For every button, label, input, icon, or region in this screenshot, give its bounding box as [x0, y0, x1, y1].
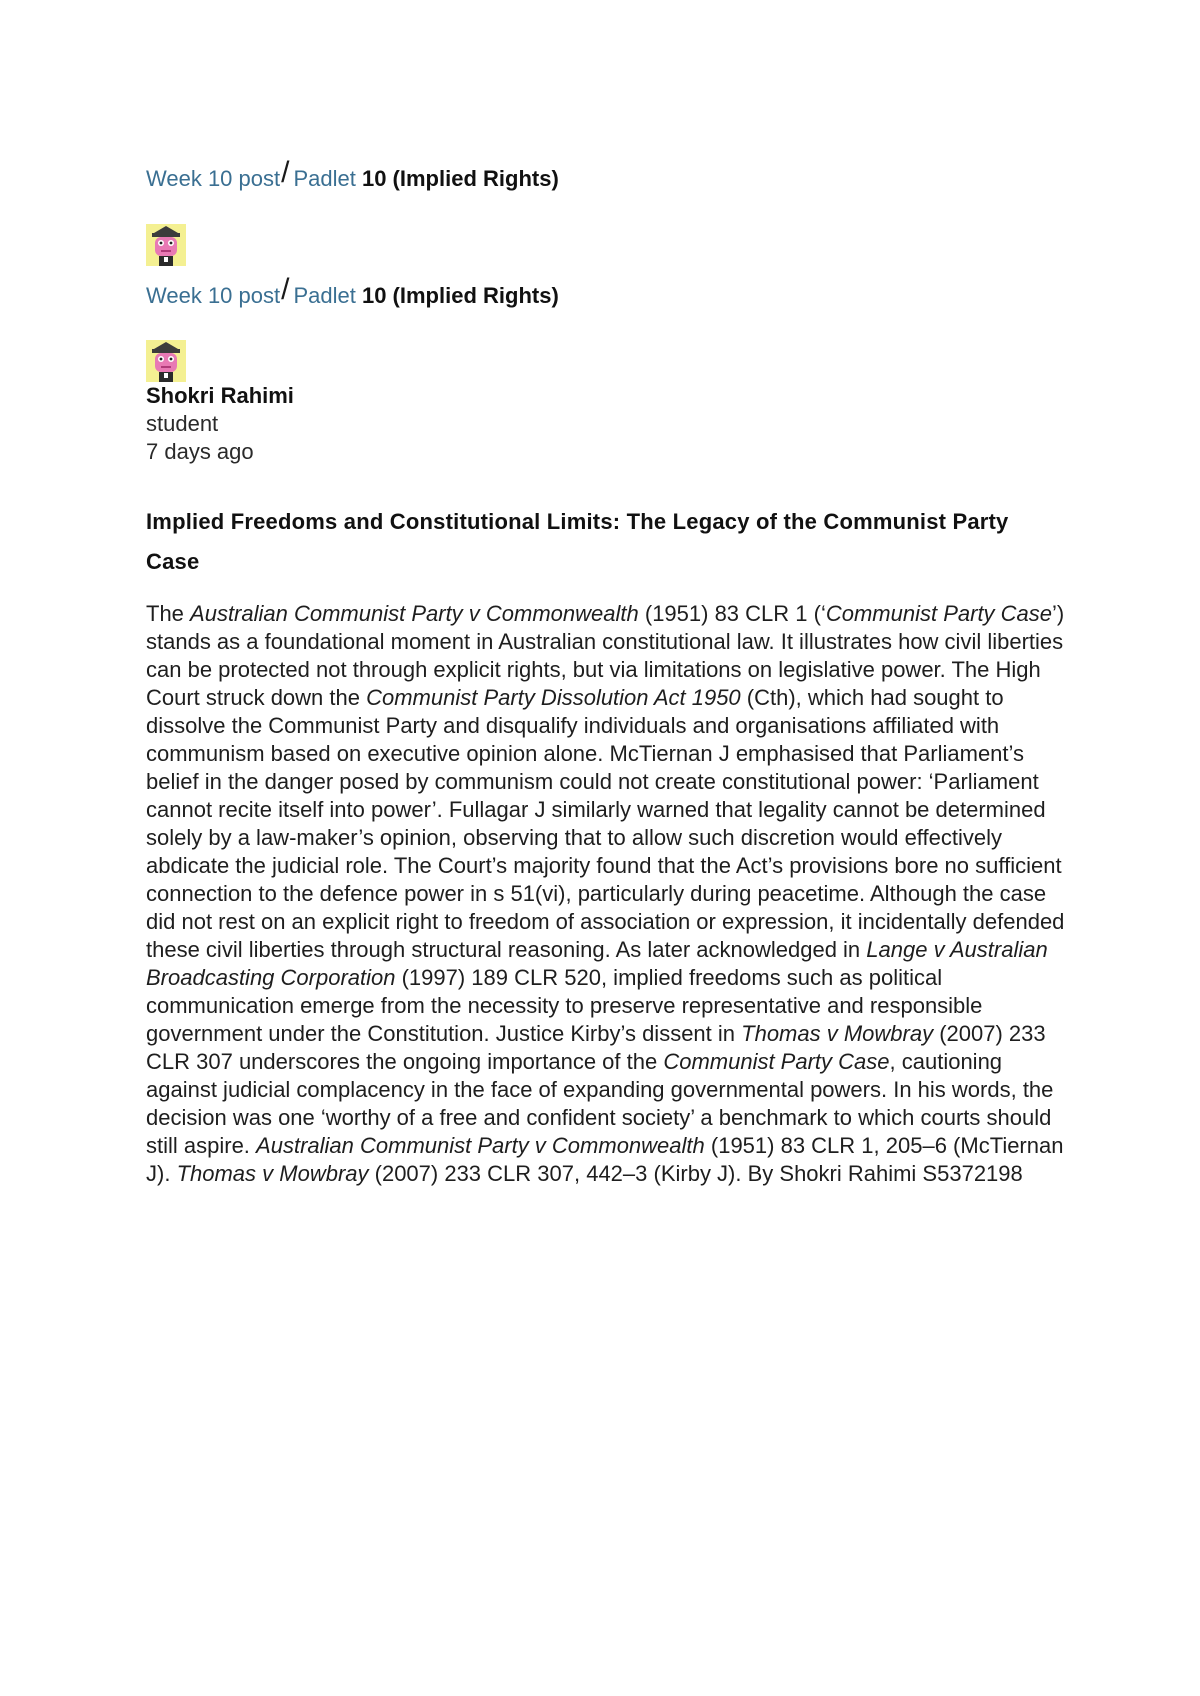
post-body [146, 600, 1066, 1188]
avatar-icon[interactable] [146, 224, 186, 266]
post-text: (1951) 83 CLR 1 (‘ [638, 601, 826, 626]
case-citation: Communist Party Dissolution Act 1950 [366, 685, 741, 710]
case-citation: Lange v Australian Broadcasting Corporation [146, 937, 1048, 990]
case-citation: Communist Party Case [663, 1049, 890, 1074]
case-citation: Thomas v Mowbray [176, 1161, 369, 1186]
author-avatar-icon[interactable] [146, 340, 186, 382]
breadcrumb-separator: / [281, 273, 290, 306]
post-text: (1997) 189 CLR 520, implied freedoms such as political communication emerge from the necessity to preserve representative and responsible government under the Constitution. Justice Kirby’s dissent in [146, 965, 983, 1046]
post-text: , cautioning against judicial complacency in the face of expanding governmental powers. In his words, the decision was one ‘worthy of a free and confident society’ a benchmark to which courts should still aspire. [146, 1049, 1054, 1158]
avatar-monster-icon [146, 340, 186, 382]
breadcrumb-separator: / [281, 156, 290, 189]
week-10-post-link[interactable]: Week 10 post [146, 166, 281, 191]
post-title: Implied Freedoms and Constitutional Limits: The Legacy of the Communist Party Case [146, 509, 1009, 574]
post-text: (1951) 83 CLR 1, 205–6 (McTiernan J). [146, 1133, 1064, 1186]
post-text: The [146, 601, 191, 626]
post-breadcrumb-1 [146, 156, 559, 194]
case-citation: Australian Communist Party v Commonwealth [256, 1133, 705, 1158]
padlet-link[interactable]: Padlet [293, 283, 356, 308]
padlet-title-suffix: 10 (Implied Rights) [355, 283, 559, 308]
post-text: ’) stands as a foundational moment in Australian constitutional law. It illustrates how civil liberties can be protected not through explicit rights, but via limitations on legislative power. The High Court struck down the [146, 601, 1065, 710]
author-name[interactable]: Shokri Rahimi [146, 383, 294, 408]
week-10-post-link[interactable]: Week 10 post [146, 283, 281, 308]
post-text: (2007) 233 CLR 307 underscores the ongoing importance of the [146, 1021, 1046, 1074]
post-text: (2007) 233 CLR 307, 442–3 (Kirby J). By Shokri Rahimi S5372198 [368, 1161, 1023, 1186]
avatar-monster-icon [146, 224, 186, 266]
padlet-title-suffix: 10 (Implied Rights) [355, 166, 559, 191]
author-role: student [146, 411, 219, 436]
case-citation: Thomas v Mowbray [741, 1021, 934, 1046]
post-timestamp: 7 days ago [146, 439, 254, 464]
post-text: (Cth), which had sought to dissolve the Communist Party and disqualify individuals and organisations affiliated with communism based on executive opinion alone. McTiernan J emphasised that Parliament’s belief in the danger posed by communism could not create constitutional power: ‘Parliament cannot recite itself into power’. Fullagar J similarly warned that legality cannot be determined solely by a law-maker’s opinion, observing that to allow such discretion would effectively abdicate the judicial role. The Court’s majority found that the Act’s provisions bore no sufficient connection to the defence power in s 51(vi), particularly during peacetime. Although the case did not rest on an explicit right to freedom of association or expression, it incidentally defended these civil liberties through structural reasoning. As later acknowledged in [146, 685, 1065, 962]
post-breadcrumb-2 [146, 273, 559, 311]
author-meta [146, 382, 294, 466]
padlet-link[interactable]: Padlet [293, 166, 356, 191]
case-citation: Australian Communist Party v Commonwealth [190, 601, 639, 626]
case-citation: Communist Party Case [825, 601, 1053, 626]
